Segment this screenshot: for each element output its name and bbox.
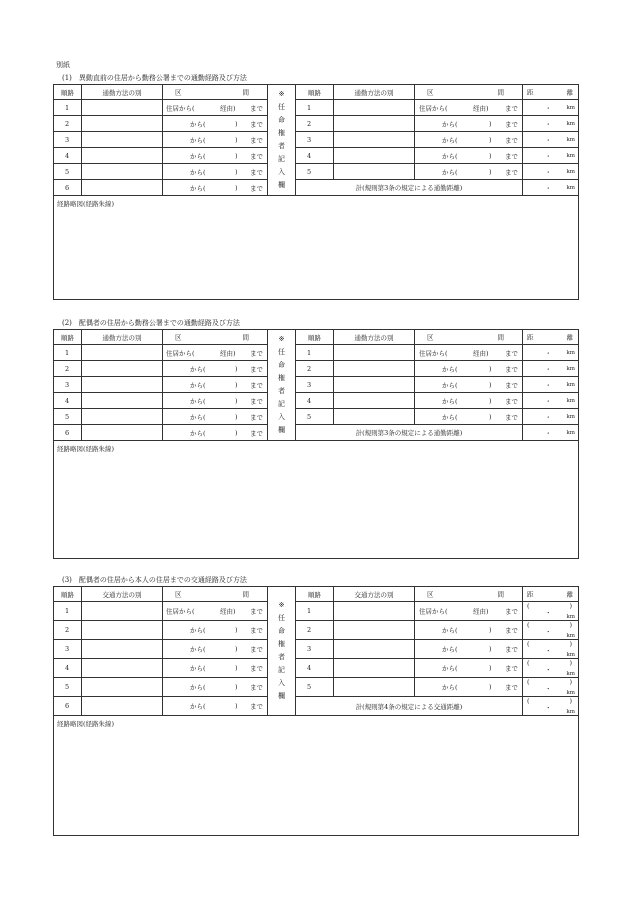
route-number: 2 (296, 116, 334, 132)
total-label: 計(規則第3条の規定による通勤距離) (296, 425, 523, 441)
appointer-note-column: ※ 任 命 権 者 記 入 欄 (268, 330, 296, 441)
route-number: 2 (296, 361, 334, 377)
segment-field[interactable]: から( ) まで (163, 621, 268, 640)
route-number: 2 (54, 621, 82, 640)
segment-field[interactable]: から( ) まで (163, 116, 268, 132)
kukan-header: 区 間 (163, 85, 268, 100)
kukan-header: 区 間 (163, 587, 268, 602)
section-title: (1) 異動直前の住居から勤務公署までの通勤経路及び方法 (62, 74, 247, 82)
route-number: 6 (54, 180, 82, 196)
method-field[interactable] (334, 659, 415, 678)
method-field[interactable] (82, 100, 163, 116)
route-number: 5 (54, 164, 82, 180)
segment-field[interactable]: から( ) まで (415, 116, 523, 132)
segment-field[interactable]: 住居から( 経由) まで (163, 100, 268, 116)
route-number: 5 (54, 409, 82, 425)
distance-field[interactable]: ・ km (523, 393, 579, 409)
route-header: 順路 (54, 587, 82, 602)
kukan-header: 区 間 (415, 587, 523, 602)
section-title: (3) 配偶者の住居から本人の住居までの交通経路及び方法 (62, 576, 247, 584)
route-number: 4 (296, 148, 334, 164)
segment-field[interactable]: から( ) まで (163, 148, 268, 164)
route-map-area[interactable] (54, 441, 579, 559)
section-title: (2) 配偶者の住居から勤務公署までの通勤経路及び方法 (62, 319, 240, 327)
route-number: 1 (296, 345, 334, 361)
method-field[interactable] (82, 393, 163, 409)
route-number: 5 (296, 678, 334, 697)
distance-field[interactable]: ・ km (523, 345, 579, 361)
method-field[interactable] (82, 377, 163, 393)
segment-field[interactable]: から( ) まで (415, 659, 523, 678)
method-field[interactable] (82, 116, 163, 132)
route-number: 5 (296, 164, 334, 180)
distance-field[interactable]: ・ km (523, 164, 579, 180)
distance-field[interactable]: ・ km (523, 132, 579, 148)
method-field[interactable] (334, 345, 415, 361)
distance-field[interactable]: ・ km (523, 409, 579, 425)
distance-field[interactable]: ・ km (523, 361, 579, 377)
route-number: 1 (296, 100, 334, 116)
segment-field[interactable]: 住居から( 経由) まで (415, 345, 523, 361)
segment-field[interactable]: から( ) まで (415, 678, 523, 697)
route-map-label: 経路略図(経路朱線) (57, 445, 115, 453)
route-number: 1 (54, 602, 82, 621)
route-map-label: 経路略図(経路朱線) (57, 200, 115, 208)
route-number: 3 (296, 377, 334, 393)
method-header: 通勤方法の別 (82, 85, 163, 100)
route-map-label: 経路略図(経路朱線) (57, 720, 115, 728)
distance-field[interactable]: ( ) ・ km (523, 678, 579, 697)
total-distance-field[interactable]: ( ) ・ km (523, 697, 579, 716)
kukan-header: 区 間 (163, 330, 268, 345)
method-field[interactable] (82, 361, 163, 377)
appointer-note-column: ※ 任 命 権 者 記 入 欄 (268, 587, 296, 716)
kukan-header: 区 間 (415, 330, 523, 345)
route-number: 4 (296, 659, 334, 678)
route-map-area[interactable] (54, 196, 579, 300)
method-field[interactable] (334, 361, 415, 377)
method-field[interactable] (334, 602, 415, 621)
method-field[interactable] (82, 132, 163, 148)
method-field[interactable] (82, 345, 163, 361)
method-field[interactable] (82, 164, 163, 180)
method-field[interactable] (334, 678, 415, 697)
segment-field[interactable]: から( ) まで (415, 377, 523, 393)
segment-field[interactable]: から( ) まで (163, 425, 268, 441)
segment-field[interactable]: から( ) まで (163, 377, 268, 393)
route-header: 順路 (54, 330, 82, 345)
segment-field[interactable]: から( ) まで (163, 409, 268, 425)
method-header: 通勤方法の別 (334, 330, 415, 345)
route-header: 順路 (296, 587, 334, 602)
method-header: 交通方法の別 (82, 587, 163, 602)
route-table (53, 84, 579, 300)
distance-header: 距 離 (523, 330, 579, 345)
route-number: 3 (54, 377, 82, 393)
route-number: 4 (54, 148, 82, 164)
method-field[interactable] (334, 116, 415, 132)
segment-field[interactable]: から( ) まで (163, 164, 268, 180)
route-number: 3 (296, 640, 334, 659)
route-number: 2 (54, 361, 82, 377)
segment-field[interactable]: から( ) まで (415, 393, 523, 409)
route-header: 順路 (296, 85, 334, 100)
segment-field[interactable]: から( ) まで (163, 678, 268, 697)
route-table (53, 329, 579, 559)
distance-field[interactable]: ・ km (523, 116, 579, 132)
method-field[interactable] (334, 393, 415, 409)
kukan-header: 区 間 (415, 85, 523, 100)
method-field[interactable] (82, 602, 163, 621)
total-label: 計(規則第3条の規定による通勤距離) (296, 180, 523, 196)
segment-field[interactable]: から( ) まで (415, 621, 523, 640)
total-label: 計(規則第4条の規定による交通距離) (296, 697, 523, 716)
distance-header: 距 離 (523, 85, 579, 100)
method-field[interactable] (82, 425, 163, 441)
method-header: 通勤方法の別 (334, 85, 415, 100)
route-number: 1 (296, 602, 334, 621)
route-number: 5 (54, 678, 82, 697)
segment-field[interactable]: から( ) まで (415, 640, 523, 659)
method-field[interactable] (82, 659, 163, 678)
segment-field[interactable]: から( ) まで (163, 393, 268, 409)
method-field[interactable] (82, 678, 163, 697)
segment-field[interactable]: 住居から( 経由) まで (163, 345, 268, 361)
method-field[interactable] (334, 132, 415, 148)
segment-field[interactable]: 住居から( 経由) まで (163, 602, 268, 621)
method-field[interactable] (334, 100, 415, 116)
method-field[interactable] (82, 180, 163, 196)
distance-field[interactable]: ・ km (523, 377, 579, 393)
method-field[interactable] (82, 697, 163, 716)
route-header: 順路 (54, 85, 82, 100)
segment-field[interactable]: から( ) まで (415, 132, 523, 148)
route-number: 2 (54, 116, 82, 132)
route-number: 2 (296, 621, 334, 640)
appointer-note-column: ※ 任 命 権 者 記 入 欄 (268, 85, 296, 196)
route-number: 4 (54, 393, 82, 409)
segment-field[interactable]: 住居から( 経由) まで (415, 100, 523, 116)
method-field[interactable] (334, 640, 415, 659)
method-field[interactable] (334, 409, 415, 425)
segment-field[interactable]: から( ) まで (163, 659, 268, 678)
method-field[interactable] (334, 148, 415, 164)
method-header: 通勤方法の別 (82, 330, 163, 345)
method-field[interactable] (334, 377, 415, 393)
method-field[interactable] (82, 148, 163, 164)
distance-header: 距 離 (523, 587, 579, 602)
route-number: 3 (54, 132, 82, 148)
distance-field[interactable]: ・ km (523, 100, 579, 116)
distance-field[interactable]: ( ) ・ km (523, 602, 579, 621)
segment-field[interactable]: から( ) まで (415, 148, 523, 164)
route-map-area[interactable] (54, 716, 579, 836)
route-number: 4 (296, 393, 334, 409)
total-distance-field[interactable]: ・ km (523, 180, 579, 196)
route-number: 4 (54, 659, 82, 678)
route-header: 順路 (296, 330, 334, 345)
route-table (53, 586, 579, 836)
method-field[interactable] (334, 621, 415, 640)
distance-field[interactable]: ( ) ・ km (523, 640, 579, 659)
segment-field[interactable]: から( ) まで (163, 180, 268, 196)
segment-field[interactable]: 住居から( 経由) まで (415, 602, 523, 621)
method-field[interactable] (82, 409, 163, 425)
page-label: 別紙 (56, 61, 70, 69)
total-distance-field[interactable]: ・ km (523, 425, 579, 441)
route-number: 6 (54, 425, 82, 441)
route-number: 3 (54, 640, 82, 659)
segment-field[interactable]: から( ) まで (163, 640, 268, 659)
route-number: 1 (54, 100, 82, 116)
distance-field[interactable]: ( ) ・ km (523, 659, 579, 678)
method-header: 交通方法の別 (334, 587, 415, 602)
distance-field[interactable]: ・ km (523, 148, 579, 164)
segment-field[interactable]: から( ) まで (163, 132, 268, 148)
segment-field[interactable]: から( ) まで (163, 697, 268, 716)
segment-field[interactable]: から( ) まで (415, 409, 523, 425)
segment-field[interactable]: から( ) まで (415, 164, 523, 180)
distance-field[interactable]: ( ) ・ km (523, 621, 579, 640)
method-field[interactable] (334, 164, 415, 180)
route-number: 5 (296, 409, 334, 425)
route-number: 3 (296, 132, 334, 148)
segment-field[interactable]: から( ) まで (163, 361, 268, 377)
route-number: 1 (54, 345, 82, 361)
route-number: 6 (54, 697, 82, 716)
method-field[interactable] (82, 640, 163, 659)
segment-field[interactable]: から( ) まで (415, 361, 523, 377)
method-field[interactable] (82, 621, 163, 640)
